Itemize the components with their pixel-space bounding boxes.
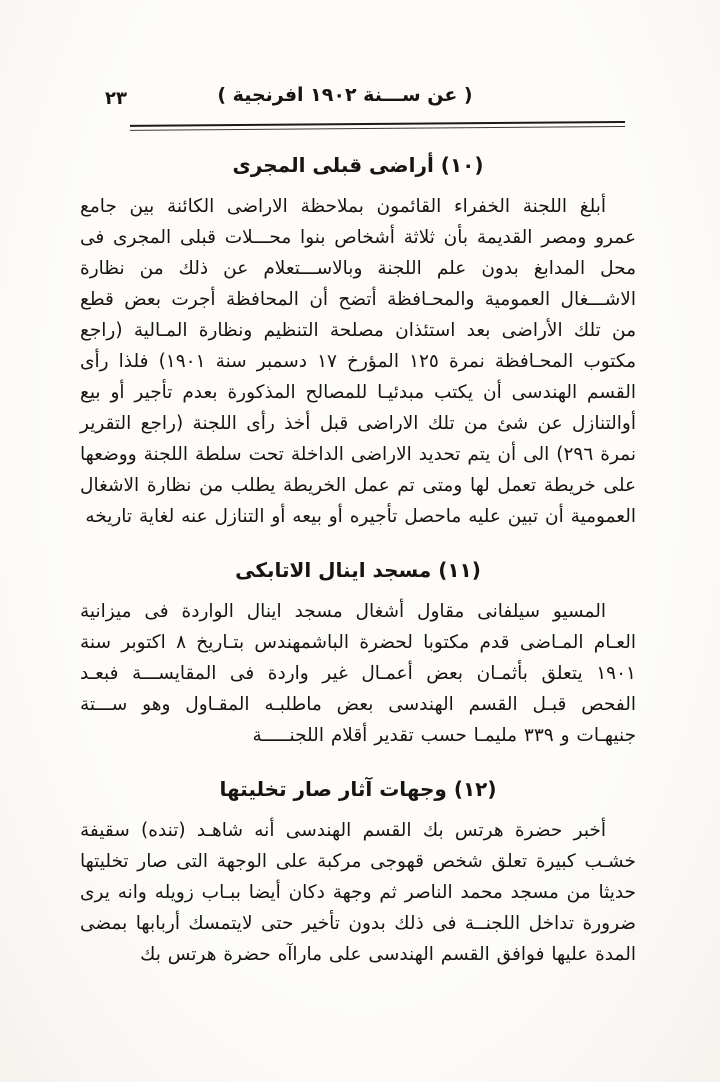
section-11-heading: (١١) مسجد اينال الاتابكى [235,558,481,582]
page-content [0,153,720,970]
section-11-mosque [80,558,636,751]
page-header [0,0,720,114]
section-11-body: المسيو سيلفانى مقاول أشغال مسجد اينال الواردة فى ميزانية العـام المـاضى قدم مكتوبا لحضرة الباشمهندس بتـاريخ ٨ اكتوبر سنة ١٩٠١ يتعلق بأثمـان بعض أعمـال غير واردة فى المقايســـة فبعـد الفحص قبـل القسم الهندسى بعض ماطلبـه المقـاول وهو ســـتة جنيهـات و ٣٣٩ مليمـا حسب تقدير أقلام اللجنـــــة [80,601,636,746]
section-12-facades [80,777,636,970]
section-12-body: أخبر حضرة هرتس بك القسم الهندسى أنه شاهـد (تنده) سقيفة خشـب كبيرة تعلق شخص قهوجى مركبة على الوجهة التى صار تخليتها حديثا من مسجد محمد الناصر ثم وجهة دكان أيضا ببـاب زويله وانه يرى ضرورة تداخل اللجنــة فى ذلك بدون تأخير حتى لايتمسك أربابها بمضى المدة عليها فوافق القسم الهندسى على ماراآه حضرة هرتس بك [80,820,636,965]
section-10-heading: (١٠) أراضى قبلى المجرى [232,153,484,177]
header-rule [130,121,625,131]
header-title: ( عن ســـنة ١٩٠٢ افرنجية ) [217,84,473,106]
page-number: ٢٣ [105,88,127,109]
section-10-lands [80,153,636,532]
section-12-heading: (١٢) وجهات آثار صار تخليتها [219,777,497,801]
section-10-body: أبلغ اللجنة الخفراء القائمون بملاحظة الاراضى الكائنة بين جامع عمرو ومصر القديمة بأن ثلاثة أشخاص بنوا محـــلات قبلى المجرى فى محل المدابغ بدون علم اللجنة وبالاســـتعلام عن ذلك من نظارة الاشـــغال العمومية والمحـافظة أتضح أن المحافظة أجرت بعض قطع من تلك الأراضى بعد استئذان مصلحة التنظيم ونظارة المـالية (راجع مكتوب المحـافظة نمرة ١٢٥ المؤرخ ١٧ دسمبر سنة ١٩٠١) فلذا رأى القسم الهندسى أن يكتب مبدئيـا للمصالح المذكورة بعدم تأجير أو بيع أوالتنازل عن شئ من تلك الاراضى قبل أخذ رأى اللجنة (راجع التقرير نمرة ٢٩٦) الى أن يتم تحديد الاراضى الداخلة تحت سلطة اللجنة ووضعها على خريطة تعمل لها ومتى تم عمل الخريطة يطلب من نظارة الاشغال العمومية أن تبين عليه ماحصل تأجيره أو بيعه أو التنازل عنه لغاية تاريخه [80,196,637,527]
